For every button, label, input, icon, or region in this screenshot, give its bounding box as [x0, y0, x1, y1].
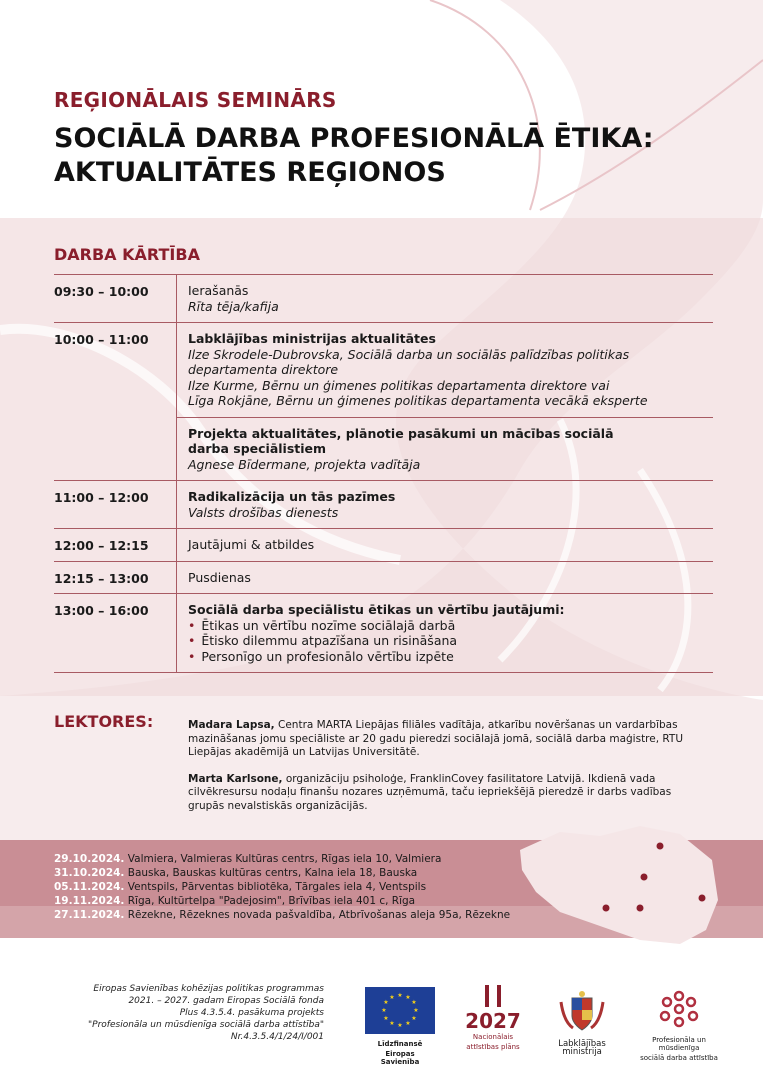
agenda-item-title: Sociālā darba speciālistu ētikas un vērtību jautājumi: — [188, 602, 565, 617]
event-place: Ventspils, Pārventas bibliotēka, Tārgales iela 4, Ventspils — [127, 881, 427, 893]
agenda-item: Ierašanās — [188, 283, 249, 298]
project-caption: Profesionāla un mūsdienīga — [652, 1036, 706, 1052]
agenda-row — [54, 561, 713, 594]
lector-bio — [188, 773, 688, 814]
bullet-item: • Ētisko dilemmu atpazīšana un risināšana — [188, 633, 713, 649]
date-row — [54, 908, 510, 922]
date-row — [54, 866, 510, 880]
agenda-item-title: Radikalizācija un tās pazīmes — [188, 489, 396, 504]
agenda-item: Pusdienas — [188, 569, 251, 585]
lector-name: Marta Karlsone, — [188, 772, 283, 785]
agenda-row — [54, 593, 713, 673]
svg-text:★: ★ — [389, 994, 395, 1001]
date-row — [54, 880, 510, 894]
event-place: Bauska, Bauskas kultūras centrs, Kalna iela 18, Bauska — [127, 867, 418, 879]
svg-text:★: ★ — [411, 999, 417, 1006]
agenda-detail: Rīta tēja/kafija — [188, 298, 279, 314]
agenda-heading: DARBA KĀRTĪBA — [54, 245, 200, 264]
event-date: 05.11.2024. — [54, 881, 125, 893]
programme-note — [60, 983, 324, 1043]
agenda-bullets — [188, 618, 713, 665]
eu-logo — [365, 987, 435, 1066]
svg-text:★: ★ — [381, 1007, 387, 1014]
header — [54, 88, 654, 190]
map-dot-bauska — [637, 905, 644, 912]
agenda-time: 13:00 – 16:00 — [54, 603, 149, 618]
date-row — [54, 894, 510, 908]
agenda-row — [54, 480, 713, 528]
agenda-subitem — [176, 417, 713, 473]
svg-text:★: ★ — [413, 1007, 419, 1014]
svg-text:★: ★ — [405, 1020, 411, 1027]
kicker: REĢIONĀLAIS SEMINĀRS — [54, 88, 337, 112]
lector-name: Madara Lapsa, — [188, 719, 275, 731]
agenda-item-title: darba speciālistiem — [188, 441, 327, 456]
date-row — [54, 852, 510, 866]
agenda-time: 12:15 – 13:00 — [54, 570, 149, 586]
agenda-speaker: Līga Rokjāne, Bērnu un ģimenes politikas departamenta vecākā eksperte — [188, 393, 648, 408]
agenda-row — [54, 274, 713, 322]
title-line-2: AKTUALITĀTES REĢIONOS — [54, 157, 446, 188]
lector-bio — [188, 719, 688, 760]
agenda-speaker: Valsts drošības dienests — [188, 504, 339, 520]
agenda-item-title: Projekta aktualitātes, plānotie pasākumi un mācības sociālā — [188, 425, 614, 441]
bullet-item: • Ētikas un vērtību nozīme sociālajā darbā — [188, 618, 713, 634]
nap-logo — [463, 985, 523, 1051]
project-logo — [636, 990, 722, 1062]
map-dot-riga — [641, 874, 648, 881]
agenda-row — [54, 528, 713, 561]
agenda-time: 10:00 – 11:00 — [54, 332, 149, 347]
ministry-caption: Labklājības ministrija — [558, 1039, 606, 1057]
title-line-1: SOCIĀLĀ DARBA PROFESIONĀLĀ ĒTIKA: — [54, 123, 654, 154]
lector-text: organizāciju psiholoģe, FranklinCovey fasilitatore Latvijā. Ikdienā vada cilvēkresursu nodaļu finanšu nozares uzņēmumā, taču iepriekšējā pieredzē ir darbs vadības grupās nevalstiskās organizācijās. — [188, 772, 672, 812]
agenda-time: 11:00 – 12:00 — [54, 490, 149, 505]
note-line: 2021. – 2027. gadam Eiropas Sociālā fonda — [128, 996, 324, 1006]
agenda-speaker: Ilze Kurme, Bērnu un ģimenes politikas departamenta direktore vai — [188, 377, 610, 393]
agenda-speaker: Agnese Bīdermane, projekta vadītāja — [188, 456, 421, 472]
svg-text:★: ★ — [405, 994, 411, 1001]
agenda-time: 12:00 – 12:15 — [54, 538, 149, 553]
page-title — [54, 122, 654, 190]
map-dot-valmiera — [657, 843, 664, 850]
note-line: Plus 4.3.5.4. pasākuma projekts — [179, 1008, 324, 1018]
map-dot-rezekne — [699, 895, 706, 902]
event-date: 31.10.2024. — [54, 867, 125, 879]
event-date: 27.11.2024. — [54, 909, 125, 921]
event-date: 29.10.2024. — [54, 853, 125, 865]
lectors-heading: LEKTORES: — [54, 712, 154, 731]
svg-text:★: ★ — [389, 1020, 395, 1027]
svg-text:★: ★ — [397, 1022, 403, 1029]
svg-text:★: ★ — [383, 999, 389, 1006]
lector-text: Centra MARTA Liepājas filiāles vadītāja, atkarību novēršanas un vardarbības mazināšanas jomu speciāliste ar 20 gadu pieredzi sociālajā jomā, sociālā darba maģistre, RTU Liepājas akadēmijā un Latvijas Universitātē. — [188, 719, 684, 758]
nap-year: 2027 — [465, 1009, 521, 1033]
lectors-list — [188, 719, 688, 826]
note-line: Nr.4.3.5.4/1/24/I/001 — [230, 1032, 324, 1042]
ministry-logo — [540, 990, 624, 1056]
event-place: Rīga, Kultūrtelpa "Padejosim", Brīvības iela 401 c, Rīga — [127, 895, 416, 907]
agenda-speaker: Ilze Skrodele-Dubrovska, Sociālā darba un sociālās palīdzības politikas — [188, 346, 630, 362]
eu-caption: Eiropas Savienība — [380, 1050, 420, 1066]
bullet-item: • Personīgo un profesionālo vērtību izpēte — [188, 649, 713, 665]
svg-text:★: ★ — [383, 1015, 389, 1022]
agenda-speaker: departamenta direktore — [188, 362, 339, 377]
agenda-time: 09:30 – 10:00 — [54, 284, 149, 299]
note-line: "Profesionāla un mūsdienīga sociālā darba attīstība" — [88, 1020, 324, 1030]
svg-text:★: ★ — [397, 992, 403, 999]
eu-flag-icon — [365, 987, 435, 1034]
project-mark-icon — [659, 990, 699, 1030]
agenda-item: Jautājumi & atbildes — [188, 537, 315, 552]
eu-caption: Līdzfinansē — [377, 1040, 423, 1048]
note-line: Eiropas Savienības kohēzijas politikas programmas — [93, 984, 324, 994]
coat-of-arms-icon — [557, 990, 607, 1034]
nap-caption: Nacionālais — [472, 1033, 514, 1041]
project-caption: sociālā darba attīstība — [640, 1054, 718, 1062]
svg-text:★: ★ — [411, 1015, 417, 1022]
agenda-item-title: Labklājības ministrijas aktualitātes — [188, 331, 436, 346]
event-place: Rēzekne, Rēzeknes novada pašvaldība, Atbrīvošanas aleja 95a, Rēzekne — [127, 909, 511, 921]
event-date: 19.11.2024. — [54, 895, 125, 907]
map-dot-ventspils — [603, 905, 610, 912]
agenda-row — [54, 322, 713, 480]
agenda-table — [54, 274, 713, 673]
nap-mark-icon — [473, 985, 513, 1007]
event-place: Valmiera, Valmieras Kultūras centrs, Rīgas iela 10, Valmiera — [127, 853, 442, 865]
nap-caption: attīstības plāns — [466, 1043, 520, 1051]
event-dates — [54, 852, 510, 922]
